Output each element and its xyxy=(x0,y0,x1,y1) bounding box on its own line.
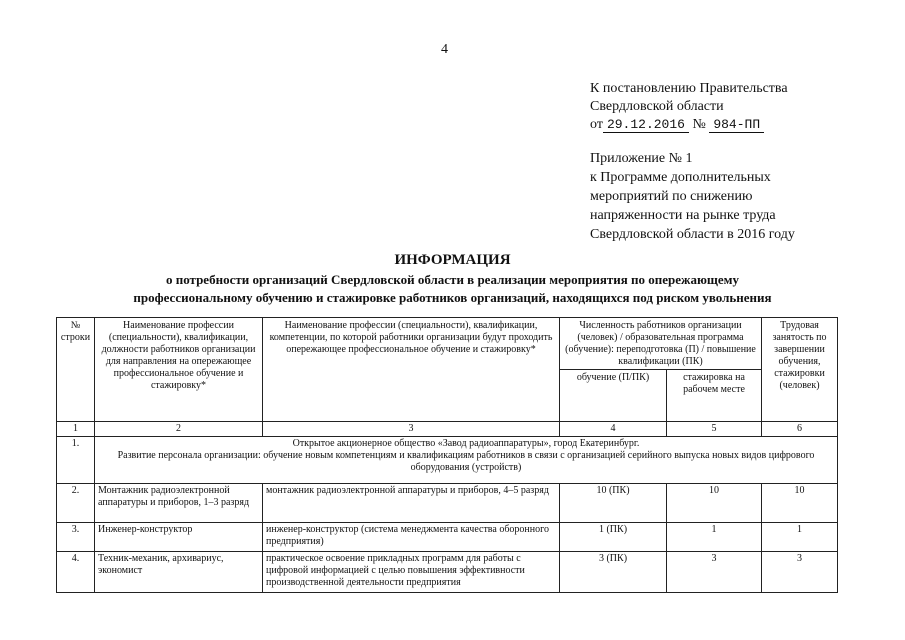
row-education: 10 (ПК) xyxy=(560,484,667,523)
column-number: 6 xyxy=(762,422,838,437)
column-number: 2 xyxy=(95,422,263,437)
row-number: 2. xyxy=(57,484,95,523)
header-workers-count: Численность работников организации (человек) / образовательная программа (обучение): переподготовка (П) / повышение квалификации (ПК) xyxy=(560,318,762,370)
section-details: Развитие персонала организации: обучение новым компетенциям и квалификациям работников в связи с организацией серийного выпуска новых видов цифрового оборудования (устройств) xyxy=(117,450,815,473)
row-employment: 3 xyxy=(762,552,838,593)
subtitle-line-1: о потребности организаций Свердловской области в реализации мероприятия по опережающему xyxy=(165,272,740,287)
appendix-line: к Программе дополнительных xyxy=(590,170,771,185)
decree-number: 984-ПП xyxy=(709,117,764,133)
decree-date: 29.12.2016 xyxy=(603,117,689,133)
row-training: практическое освоение прикладных программ для работы с цифровой информацией с целью повышения эффективности производственной деятельности предприятия xyxy=(263,552,560,593)
header-row-number: № строки xyxy=(57,318,95,422)
appendix-block xyxy=(590,149,795,244)
table-row xyxy=(57,523,838,552)
header-employment: Трудовая занятость по завершении обучения, стажировки (человек) xyxy=(762,318,838,422)
appendix-line: Свердловской области в 2016 году xyxy=(590,227,795,242)
row-employment: 1 xyxy=(762,523,838,552)
header-profession: Наименование профессии (специальности), квалификации, должности работников организации для направления на опережающее профессиональное обучение и стажировку* xyxy=(95,318,263,422)
column-number: 5 xyxy=(667,422,762,437)
column-number: 1 xyxy=(57,422,95,437)
column-number: 3 xyxy=(263,422,560,437)
appendix-line: Приложение № 1 xyxy=(590,151,693,166)
from-label: от xyxy=(590,117,603,132)
row-internship: 1 xyxy=(667,523,762,552)
row-number: 3. xyxy=(57,523,95,552)
decree-date-line xyxy=(590,116,788,134)
row-education: 3 (ПК) xyxy=(560,552,667,593)
appendix-line: напряженности на рынке труда xyxy=(590,208,776,223)
column-number: 4 xyxy=(560,422,667,437)
row-profession: Монтажник радиоэлектронной аппаратуры и приборов, 1–3 разряд xyxy=(95,484,263,523)
subtitle-line-2: профессиональному обучению и стажировке работников организаций, находящихся под риском увольнения xyxy=(133,290,772,305)
row-number: 4. xyxy=(57,552,95,593)
number-label: № xyxy=(692,117,706,132)
header-internship: стажировка на рабочем месте xyxy=(667,370,762,422)
section-row xyxy=(57,437,838,484)
row-training: инженер-конструктор (система менеджмента качества оборонного предприятия) xyxy=(263,523,560,552)
row-profession: Инженер-конструктор xyxy=(95,523,263,552)
document-title: ИНФОРМАЦИЯ xyxy=(394,252,511,268)
header-education: обучение (П/ПК) xyxy=(560,370,667,422)
header-training-profession: Наименование профессии (специальности), квалификации, компетенции, по которой работники организации будут проходить опережающее профессиональное обучение и стажировку* xyxy=(263,318,560,422)
row-education: 1 (ПК) xyxy=(560,523,667,552)
page-number: 4 xyxy=(441,42,448,57)
info-table xyxy=(56,317,838,593)
decree-line-2: Свердловской области xyxy=(590,99,724,114)
row-profession: Техник-механик, архивариус, экономист xyxy=(95,552,263,593)
section-description xyxy=(95,437,838,484)
row-internship: 3 xyxy=(667,552,762,593)
decree-line-1: К постановлению Правительства xyxy=(590,81,788,96)
table-row xyxy=(57,484,838,523)
decree-reference xyxy=(590,80,788,134)
table-row xyxy=(57,552,838,593)
row-training: монтажник радиоэлектронной аппаратуры и приборов, 4–5 разряд xyxy=(263,484,560,523)
row-employment: 10 xyxy=(762,484,838,523)
section-title: Открытое акционерное общество «Завод радиоаппаратуры», город Екатеринбург. xyxy=(292,438,640,449)
appendix-line: мероприятий по снижению xyxy=(590,189,753,204)
row-internship: 10 xyxy=(667,484,762,523)
document-subtitle xyxy=(0,271,905,307)
section-number: 1. xyxy=(57,437,95,484)
